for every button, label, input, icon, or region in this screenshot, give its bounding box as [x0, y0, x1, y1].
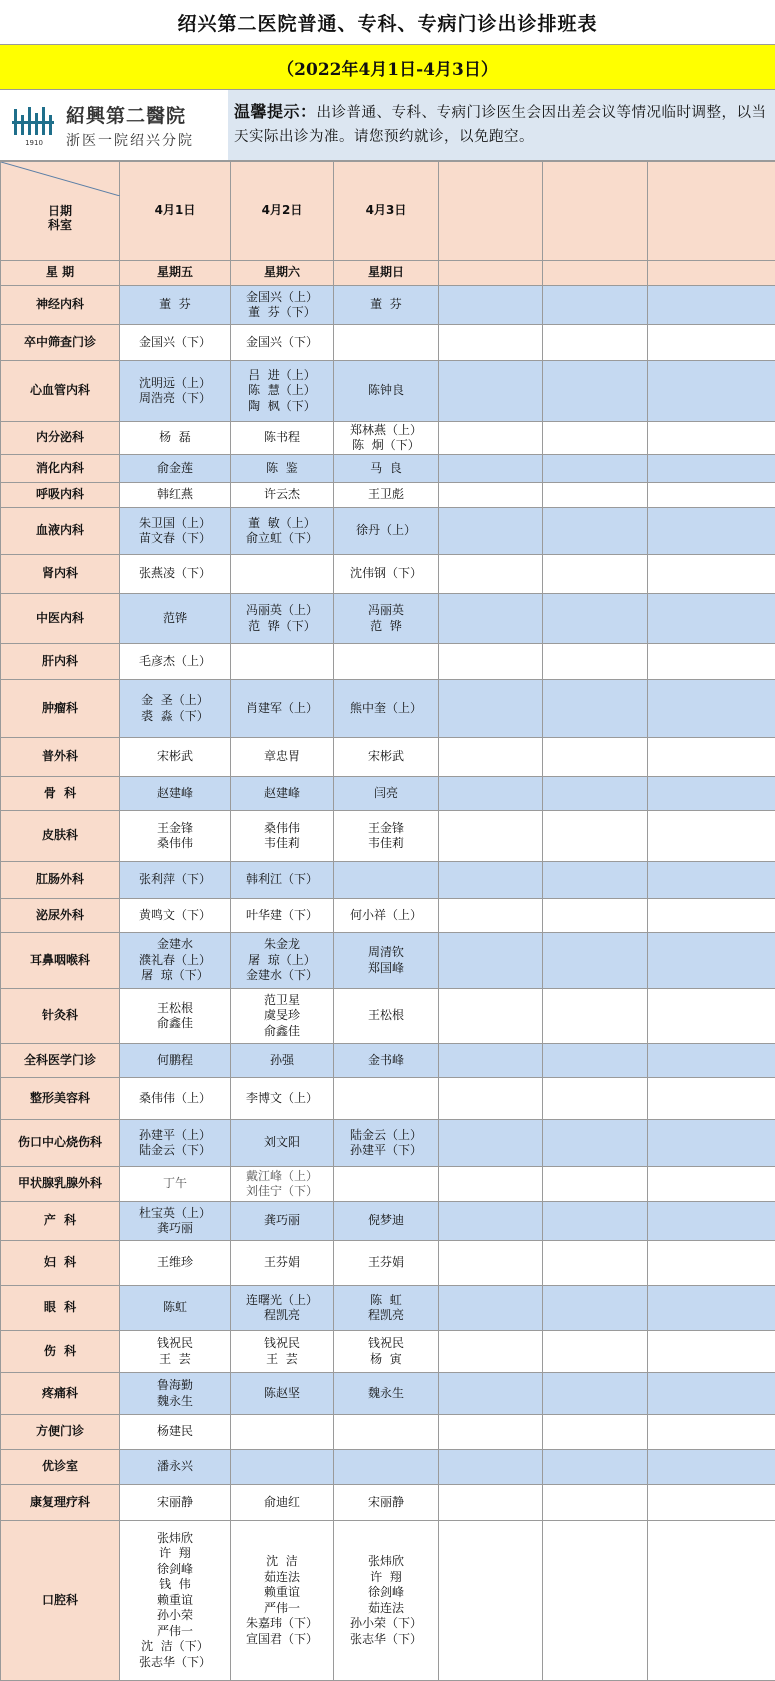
empty-cell	[439, 1415, 543, 1450]
department-name: 产 科	[1, 1202, 120, 1241]
weekday-cell	[543, 261, 648, 286]
doctor-cell: 董 芬	[120, 286, 231, 325]
empty-cell	[543, 1485, 648, 1521]
doctor-cell: 韩利江（下）	[231, 862, 334, 899]
weekday-label: 星 期	[1, 261, 120, 286]
doctor-cell: 张燕凌（下）	[120, 555, 231, 594]
hospital-logo	[0, 90, 228, 160]
doctor-cell	[334, 1078, 439, 1120]
department-name: 眼 科	[1, 1286, 120, 1331]
logo-names	[66, 101, 194, 150]
schedule-row	[1, 1415, 775, 1450]
department-name: 肝内科	[1, 644, 120, 680]
schedule-row	[1, 1485, 775, 1521]
doctor-cell: 张利萍（下）	[120, 862, 231, 899]
doctor-cell: 王金锋 桑伟伟	[120, 811, 231, 862]
empty-cell	[543, 811, 648, 862]
logo-year: 1910	[25, 139, 43, 147]
doctor-cell: 陈赵坚	[231, 1373, 334, 1415]
empty-cell	[648, 422, 775, 455]
schedule-row	[1, 1120, 775, 1167]
header-info-row	[0, 90, 775, 161]
schedule-row	[1, 933, 775, 989]
weekday-header-row	[1, 261, 775, 286]
empty-cell	[439, 422, 543, 455]
corner-cell	[1, 162, 120, 261]
date-cell	[648, 162, 775, 261]
empty-cell	[648, 1415, 775, 1450]
empty-cell	[439, 680, 543, 738]
doctor-cell: 陈虹	[120, 1286, 231, 1331]
doctor-cell	[334, 862, 439, 899]
empty-cell	[543, 1521, 648, 1681]
doctor-cell: 王卫彪	[334, 483, 439, 508]
empty-cell	[648, 1331, 775, 1373]
doctor-cell: 徐丹（上）	[334, 508, 439, 555]
department-name: 血液内科	[1, 508, 120, 555]
department-name: 心血管内科	[1, 361, 120, 422]
empty-cell	[439, 738, 543, 777]
department-name: 肛肠外科	[1, 862, 120, 899]
department-name: 疼痛科	[1, 1373, 120, 1415]
doctor-cell: 俞迪红	[231, 1485, 334, 1521]
empty-cell	[648, 1286, 775, 1331]
schedule-row	[1, 325, 775, 361]
doctor-cell: 桑伟伟 韦佳莉	[231, 811, 334, 862]
hospital-name: 紹興第二醫院	[66, 101, 194, 128]
doctor-cell: 王芬娟	[231, 1241, 334, 1286]
doctor-cell: 董 敏（上） 俞立虹（下）	[231, 508, 334, 555]
empty-cell	[543, 555, 648, 594]
date-cell: 4月1日	[120, 162, 231, 261]
doctor-cell: 王金锋 韦佳莉	[334, 811, 439, 862]
empty-cell	[648, 508, 775, 555]
doctor-cell: 孙建平（上） 陆金云（下）	[120, 1120, 231, 1167]
doctor-cell: 何鹏程	[120, 1044, 231, 1078]
doctor-cell: 吕 进（上） 陈 慧（上） 陶 枫（下）	[231, 361, 334, 422]
department-name: 整形美容科	[1, 1078, 120, 1120]
doctor-cell: 金建水 濮礼春（上） 屠 琼（下）	[120, 933, 231, 989]
empty-cell	[439, 1202, 543, 1241]
doctor-cell: 肖建军（上）	[231, 680, 334, 738]
department-name: 消化内科	[1, 455, 120, 483]
empty-cell	[543, 1415, 648, 1450]
doctor-cell: 钱祝民 杨 寅	[334, 1331, 439, 1373]
doctor-cell: 范卫星 虞旻珍 俞鑫佳	[231, 989, 334, 1044]
empty-cell	[543, 483, 648, 508]
empty-cell	[439, 933, 543, 989]
doctor-cell	[334, 1415, 439, 1450]
empty-cell	[543, 1202, 648, 1241]
doctor-cell: 孙强	[231, 1044, 334, 1078]
doctor-cell: 董 芬	[334, 286, 439, 325]
doctor-cell: 宋丽静	[120, 1485, 231, 1521]
doctor-cell: 朱金龙 屠 琼（上） 金建水（下）	[231, 933, 334, 989]
doctor-cell: 叶华建（下）	[231, 899, 334, 933]
doctor-cell: 马 良	[334, 455, 439, 483]
department-name: 甲状腺乳腺外科	[1, 1167, 120, 1202]
doctor-cell: 王松根 俞鑫佳	[120, 989, 231, 1044]
empty-cell	[543, 325, 648, 361]
empty-cell	[648, 1202, 775, 1241]
empty-cell	[439, 1485, 543, 1521]
schedule-row	[1, 1167, 775, 1202]
doctor-cell: 冯丽英（上） 范 铧（下）	[231, 594, 334, 644]
doctor-cell: 俞金莲	[120, 455, 231, 483]
empty-cell	[543, 680, 648, 738]
department-name: 妇 科	[1, 1241, 120, 1286]
doctor-cell: 张炜欣 许 翔 徐剑峰 茹连法 孙小荣（下） 张志华（下）	[334, 1521, 439, 1681]
department-name: 骨 科	[1, 777, 120, 811]
doctor-cell: 闫亮	[334, 777, 439, 811]
department-name: 神经内科	[1, 286, 120, 325]
doctor-cell: 杨 磊	[120, 422, 231, 455]
doctor-cell: 金书峰	[334, 1044, 439, 1078]
schedule-row	[1, 989, 775, 1044]
empty-cell	[648, 325, 775, 361]
doctor-cell: 魏永生	[334, 1373, 439, 1415]
department-name: 内分泌科	[1, 422, 120, 455]
schedule-row	[1, 594, 775, 644]
schedule-row	[1, 1521, 775, 1681]
empty-cell	[439, 1120, 543, 1167]
schedule-row	[1, 1286, 775, 1331]
schedule-row	[1, 1241, 775, 1286]
empty-cell	[543, 1044, 648, 1078]
department-name: 针灸科	[1, 989, 120, 1044]
empty-cell	[439, 644, 543, 680]
doctor-cell	[231, 1450, 334, 1485]
empty-cell	[543, 422, 648, 455]
doctor-cell: 金国兴（上） 董 芬（下）	[231, 286, 334, 325]
schedule-row	[1, 644, 775, 680]
schedule-row	[1, 361, 775, 422]
empty-cell	[648, 1373, 775, 1415]
empty-cell	[648, 455, 775, 483]
empty-cell	[648, 644, 775, 680]
empty-cell	[439, 989, 543, 1044]
empty-cell	[648, 1120, 775, 1167]
doctor-cell: 刘文阳	[231, 1120, 334, 1167]
doctor-cell: 赵建峰	[231, 777, 334, 811]
date-header-row	[1, 162, 775, 261]
schedule-row	[1, 680, 775, 738]
empty-cell	[648, 680, 775, 738]
empty-cell	[543, 899, 648, 933]
doctor-cell: 熊中奎（上）	[334, 680, 439, 738]
doctor-cell: 戴江峰（上） 刘佳宁（下）	[231, 1167, 334, 1202]
schedule-row	[1, 1202, 775, 1241]
schedule-row	[1, 1450, 775, 1485]
doctor-cell: 王维珍	[120, 1241, 231, 1286]
schedule-row	[1, 811, 775, 862]
empty-cell	[543, 1120, 648, 1167]
empty-cell	[543, 455, 648, 483]
doctor-cell: 韩红燕	[120, 483, 231, 508]
empty-cell	[648, 361, 775, 422]
empty-cell	[648, 1485, 775, 1521]
empty-cell	[543, 862, 648, 899]
empty-cell	[439, 286, 543, 325]
doctor-cell: 倪梦迪	[334, 1202, 439, 1241]
empty-cell	[543, 1286, 648, 1331]
weekday-cell	[648, 261, 775, 286]
department-name: 口腔科	[1, 1521, 120, 1681]
corner-top-label: 日期	[48, 204, 72, 218]
empty-cell	[543, 1373, 648, 1415]
doctor-cell: 钱祝民 王 芸	[231, 1331, 334, 1373]
empty-cell	[439, 1286, 543, 1331]
empty-cell	[439, 862, 543, 899]
schedule-row	[1, 483, 775, 508]
empty-cell	[543, 933, 648, 989]
empty-cell	[543, 1241, 648, 1286]
department-name: 全科医学门诊	[1, 1044, 120, 1078]
schedule-row	[1, 777, 775, 811]
hospital-emblem-icon	[10, 101, 58, 149]
empty-cell	[439, 777, 543, 811]
schedule-row	[1, 508, 775, 555]
doctor-cell: 李博文（上）	[231, 1078, 334, 1120]
doctor-cell: 金国兴（下）	[120, 325, 231, 361]
department-name: 中医内科	[1, 594, 120, 644]
date-range-banner: （2022年4月1日-4月3日）	[0, 45, 775, 90]
empty-cell	[439, 325, 543, 361]
empty-cell	[543, 361, 648, 422]
empty-cell	[439, 899, 543, 933]
corner-labels	[1, 204, 119, 232]
schedule-row	[1, 1331, 775, 1373]
doctor-cell: 张炜欣 许 翔 徐剑峰 钱 伟 赖重谊 孙小荣 严伟一 沈 洁（下） 张志华（下）	[120, 1521, 231, 1681]
empty-cell	[648, 1167, 775, 1202]
empty-cell	[648, 594, 775, 644]
doctor-cell: 黄鸣文（下）	[120, 899, 231, 933]
empty-cell	[439, 361, 543, 422]
empty-cell	[439, 1450, 543, 1485]
doctor-cell	[334, 325, 439, 361]
empty-cell	[648, 989, 775, 1044]
department-name: 康复理疗科	[1, 1485, 120, 1521]
empty-cell	[439, 1331, 543, 1373]
date-cell: 4月2日	[231, 162, 334, 261]
doctor-cell: 杨建民	[120, 1415, 231, 1450]
doctor-cell: 范铧	[120, 594, 231, 644]
schedule-row	[1, 1044, 775, 1078]
doctor-cell: 陈书程	[231, 422, 334, 455]
doctor-cell: 沈 洁 茹连法 赖重谊 严伟一 朱嘉玮（下） 宣国君（下）	[231, 1521, 334, 1681]
doctor-cell	[334, 1167, 439, 1202]
empty-cell	[543, 989, 648, 1044]
empty-cell	[648, 777, 775, 811]
doctor-cell	[231, 1415, 334, 1450]
department-name: 方便门诊	[1, 1415, 120, 1450]
empty-cell	[543, 1078, 648, 1120]
department-name: 耳鼻咽喉科	[1, 933, 120, 989]
empty-cell	[543, 286, 648, 325]
doctor-cell: 潘永兴	[120, 1450, 231, 1485]
doctor-cell: 钱祝民 王 芸	[120, 1331, 231, 1373]
department-name: 泌尿外科	[1, 899, 120, 933]
empty-cell	[543, 1331, 648, 1373]
notice-box	[228, 90, 775, 160]
empty-cell	[648, 1521, 775, 1681]
department-name: 肿瘤科	[1, 680, 120, 738]
empty-cell	[543, 1167, 648, 1202]
empty-cell	[439, 483, 543, 508]
schedule-table	[0, 161, 775, 1681]
department-name: 伤 科	[1, 1331, 120, 1373]
doctor-cell	[334, 1450, 439, 1485]
empty-cell	[439, 1241, 543, 1286]
empty-cell	[439, 555, 543, 594]
schedule-row	[1, 1078, 775, 1120]
empty-cell	[439, 1078, 543, 1120]
doctor-cell	[231, 555, 334, 594]
doctor-cell: 陈 鉴	[231, 455, 334, 483]
doctor-cell: 许云杰	[231, 483, 334, 508]
empty-cell	[648, 933, 775, 989]
empty-cell	[648, 1241, 775, 1286]
empty-cell	[439, 1373, 543, 1415]
schedule-row	[1, 555, 775, 594]
doctor-cell: 陈钟良	[334, 361, 439, 422]
weekday-cell	[439, 261, 543, 286]
date-cell: 4月3日	[334, 162, 439, 261]
schedule-row	[1, 1373, 775, 1415]
page-title: 绍兴第二医院普通、专科、专病门诊出诊排班表	[0, 0, 775, 45]
doctor-cell: 丁午	[120, 1167, 231, 1202]
notice-lead: 温馨提示：	[234, 102, 317, 121]
doctor-cell: 王松根	[334, 989, 439, 1044]
date-cell	[439, 162, 543, 261]
doctor-cell	[231, 644, 334, 680]
doctor-cell: 陆金云（上） 孙建平（下）	[334, 1120, 439, 1167]
doctor-cell: 陈 虹 程凯亮	[334, 1286, 439, 1331]
weekday-cell: 星期五	[120, 261, 231, 286]
department-name: 伤口中心烧伤科	[1, 1120, 120, 1167]
doctor-cell: 王芬娟	[334, 1241, 439, 1286]
schedule-row	[1, 862, 775, 899]
doctor-cell: 宋彬武	[334, 738, 439, 777]
corner-bottom-label: 科室	[48, 218, 72, 232]
empty-cell	[439, 508, 543, 555]
doctor-cell: 桑伟伟（上）	[120, 1078, 231, 1120]
empty-cell	[439, 1521, 543, 1681]
empty-cell	[439, 455, 543, 483]
empty-cell	[543, 644, 648, 680]
doctor-cell: 朱卫国（上） 苗文春（下）	[120, 508, 231, 555]
department-name: 皮肤科	[1, 811, 120, 862]
corner-diagonal	[1, 162, 120, 196]
department-name: 普外科	[1, 738, 120, 777]
doctor-cell: 赵建峰	[120, 777, 231, 811]
doctor-cell: 沈明远（上） 周浩亮（下）	[120, 361, 231, 422]
empty-cell	[439, 594, 543, 644]
empty-cell	[543, 508, 648, 555]
empty-cell	[648, 738, 775, 777]
empty-cell	[648, 1078, 775, 1120]
doctor-cell: 冯丽英 范 铧	[334, 594, 439, 644]
department-name: 肾内科	[1, 555, 120, 594]
notice-text: 出诊普通、专科、专病门诊医生会因出差会议等情况临时调整，以当天实际出诊为准。请您预约就诊，以免跑空。	[234, 105, 767, 145]
doctor-cell: 章忠胃	[231, 738, 334, 777]
doctor-cell: 宋彬武	[120, 738, 231, 777]
empty-cell	[439, 1167, 543, 1202]
doctor-cell: 郑林燕（上） 陈 炯（下）	[334, 422, 439, 455]
doctor-cell: 沈伟钢（下）	[334, 555, 439, 594]
empty-cell	[439, 1044, 543, 1078]
empty-cell	[648, 1044, 775, 1078]
empty-cell	[543, 1450, 648, 1485]
empty-cell	[439, 811, 543, 862]
doctor-cell	[334, 644, 439, 680]
doctor-cell: 金国兴（下）	[231, 325, 334, 361]
weekday-cell: 星期日	[334, 261, 439, 286]
empty-cell	[648, 286, 775, 325]
department-name: 优诊室	[1, 1450, 120, 1485]
doctor-cell: 周清钦 郑国峰	[334, 933, 439, 989]
empty-cell	[648, 899, 775, 933]
hospital-subtitle: 浙医一院绍兴分院	[66, 130, 194, 150]
department-name: 呼吸内科	[1, 483, 120, 508]
doctor-cell: 龚巧丽	[231, 1202, 334, 1241]
empty-cell	[648, 555, 775, 594]
doctor-cell: 金 圣（上） 裘 淼（下）	[120, 680, 231, 738]
schedule-row	[1, 422, 775, 455]
doctor-cell: 杜宝英（上） 龚巧丽	[120, 1202, 231, 1241]
doctor-cell: 毛彦杰（上）	[120, 644, 231, 680]
doctor-cell: 连曙光（上） 程凯亮	[231, 1286, 334, 1331]
empty-cell	[648, 1450, 775, 1485]
empty-cell	[543, 777, 648, 811]
schedule-row	[1, 455, 775, 483]
empty-cell	[648, 811, 775, 862]
schedule-row	[1, 286, 775, 325]
empty-cell	[648, 483, 775, 508]
schedule-row	[1, 899, 775, 933]
empty-cell	[543, 594, 648, 644]
department-name: 卒中筛查门诊	[1, 325, 120, 361]
doctor-cell: 宋丽静	[334, 1485, 439, 1521]
schedule-row	[1, 738, 775, 777]
date-cell	[543, 162, 648, 261]
empty-cell	[543, 738, 648, 777]
weekday-cell: 星期六	[231, 261, 334, 286]
doctor-cell: 何小祥（上）	[334, 899, 439, 933]
doctor-cell: 鲁海勤 魏永生	[120, 1373, 231, 1415]
empty-cell	[648, 862, 775, 899]
